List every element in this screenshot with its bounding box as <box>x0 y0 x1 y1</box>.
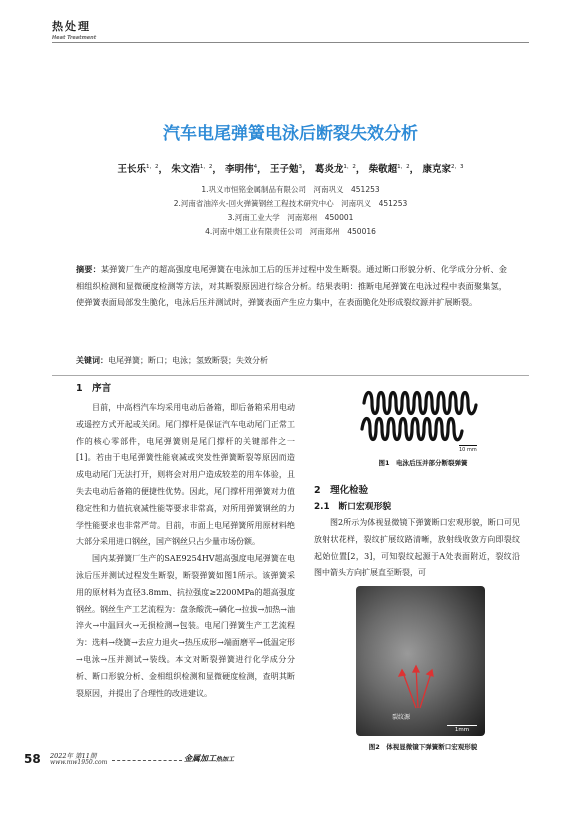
footer-divider <box>112 760 182 761</box>
paragraph: 国内某弹簧厂生产的SAE9254HV超高强度电尾弹簧在电泳后压并测试过程发生断裂，断裂弹簧如图1所示。该弹簧采用的原材料为直径3.8mm、抗拉强度≥2200MPa的超高强度钢丝。钢丝生产工艺流程为：盘条酸洗→磷化→拉拔→加热→油淬火→中温回火→无损检测→包装。电尾门弹簧生产工艺流程为：选料→绕簧→去应力退火→热压成形→端面磨平→低温定形→电泳→压并测试→装线。本文对断裂弹簧进行化学成分分析、断口形貌分析、金相组织检测和显微硬度检测，查明其断裂原因，并提出了合理性的改进建议。 <box>76 554 295 698</box>
crack-origin-label: 裂纹源 <box>392 714 411 721</box>
abstract-text: 某弹簧厂生产的超高强度电尾弹簧在电泳加工后的压并过程中发生断裂。通过断口形貌分析、化学成分分析、金相组织检测和显微硬度检测等方法，对其断裂原因进行综合分析。结果表明：推断电尾弹簧在电泳过程中表面聚集氢，使弹簧表面局部发生脆化，电泳后压并测试时，弹簧表面产生应力集中，在表面脆化处形成裂纹源并扩展断裂。 <box>76 264 507 308</box>
author: 王长乐$^{1,2}$ <box>117 163 159 175</box>
left-column <box>76 400 295 702</box>
subsection-heading-fracture: 2.1 断口宏观形貌 <box>314 502 392 512</box>
figure-2-fracture-surface <box>356 586 485 736</box>
figure-1-caption: 图1 电泳后压并部分断裂弹簧 <box>378 459 468 467</box>
affiliation: 2.河南省油淬火-回火弹簧钢丝工程技术研究中心 河南巩义 451253 <box>173 199 408 208</box>
page-footer <box>24 752 557 772</box>
article-title: 汽车电尾弹簧电泳后断裂失效分析 <box>163 124 418 144</box>
keywords <box>76 355 268 366</box>
section-heading-tests: 2 理化检验 <box>314 485 369 496</box>
affiliation: 1.巩义市恒铭金属制品有限公司 河南巩义 451253 <box>201 185 380 194</box>
scale-bar: 1mm <box>447 725 477 733</box>
header-divider <box>52 42 529 43</box>
author: 葛炎龙$^{1,2}$ <box>314 163 356 175</box>
keywords-text: 电尾弹簧；断口；电泳；氢致断裂；失效分析 <box>108 356 268 365</box>
right-column <box>314 515 520 582</box>
page-number: 58 <box>24 752 41 766</box>
affiliation: 3.河南工业大学 河南郑州 450001 <box>227 213 354 222</box>
paragraph: 图2所示为体视显微镜下弹簧断口宏观形貌，断口可见放射状花样，裂纹扩展纹路清晰，放射线收敛方向即裂纹起始位置[2，3]，可知裂纹起源于A处表面附近，裂纹沿图中箭头方向扩展直至断裂，可 <box>314 518 520 578</box>
author: 朱文浩$^{1,2}$ <box>171 163 213 175</box>
author: 柴敬超$^{1,2}$ <box>368 163 410 175</box>
abstract-label: 摘要： <box>76 264 101 274</box>
journal-header <box>52 18 96 41</box>
paragraph: 目前，中高档汽车均采用电动后备箱，即后备箱采用电动或遥控方式开起或关闭。尾门撑杆是保证汽车电动尾门正常工作的核心零部件，电尾弹簧则是尾门撑杆的关键部件之一[1]。若由于电尾弹簧性能衰减或突发性弹簧断裂等原因而造成电动尾门无法打开，则将会对用户造成较差的用车体验，且失去电动后备箱的便捷性优势。因此，尾门撑杆用弹簧对力值稳定性和力值抗衰减性能等要求非常高，对所用弹簧钢丝的力学性能要求也非常严苛。目前，市面上电尾弹簧所用原材料绝大部分采用进口钢丝，国产钢丝只占少量市场份额。 <box>76 403 295 547</box>
section-subtitle: Heat Treatment <box>52 35 97 41</box>
fracture-image <box>356 586 485 736</box>
affiliation: 4.河南中烟工业有限责任公司 河南郑州 450016 <box>205 227 376 236</box>
abstract <box>76 261 507 311</box>
figure-1-springs <box>358 383 483 455</box>
scale-bar: 10 mm <box>459 447 477 453</box>
section-heading-intro: 1 序言 <box>76 383 112 394</box>
issue-info: 2022年 第11期 <box>50 752 97 760</box>
figure-2-caption: 图2 体视显微镜下弹簧断口宏观形貌 <box>368 743 478 751</box>
section-title: 热处理 <box>52 20 91 33</box>
author: 李明伟$^4$ <box>225 163 258 175</box>
journal-brand: 金属加工热加工 <box>184 753 235 763</box>
journal-website: www.mw1950.com <box>50 759 108 766</box>
abstract-divider <box>52 375 529 376</box>
author-list: 王长乐$^{1,2}$， 朱文浩$^{1,2}$， 李明伟$^4$， 王子勉$^3$， 葛炎龙$^{1,2}$， 柴敬超$^{1,2}$， 康克家$^{2,3}$ <box>117 163 464 175</box>
keywords-label: 关键词： <box>76 356 108 365</box>
author: 王子勉$^3$ <box>269 163 302 175</box>
author: 康克家$^{2,3}$ <box>422 163 464 175</box>
